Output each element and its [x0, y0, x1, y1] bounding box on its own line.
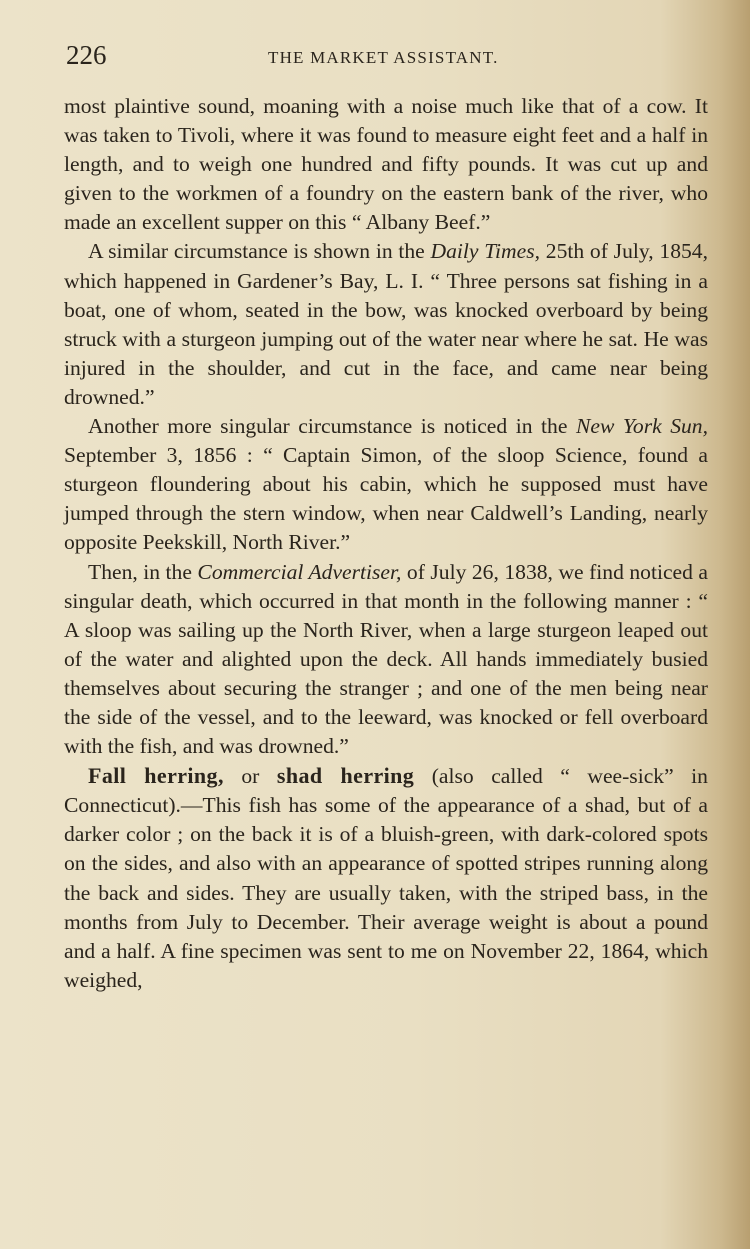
paragraph-text: Another more singular circumstance is noticed in the — [88, 414, 576, 439]
page-header — [64, 34, 710, 74]
paragraph-text: 25th of July, 1854, which happened in Gardener’s Bay, L. I. “ Three persons sat fishing in a boat, one of whom, seated in the bow, was knocked overboard by being struck with a sturgeon jumping out of the water near where he sat. He was injured in the shoulder, and cut in the face, and came near being drowned.” — [64, 239, 708, 409]
paragraph-daily-times — [64, 237, 708, 412]
paragraph-text: of July 26, 1838, we find noticed a singular death, which occurred in that month in the following manner : “ A sloop was sailing up the North River, when a large sturgeon leaped out of the water and alighted upon the deck. All hands immediately busied themselves about securing the stranger ; and one of the men being near the side of the vessel, and to the leeward, was knocked or fell overboard with the fish, and was drowned.” — [64, 559, 709, 759]
entry-term: shad herring — [276, 763, 415, 789]
entry-term: Fall herring, — [88, 763, 224, 789]
page-body — [64, 92, 708, 995]
paragraph-commercial-advertiser — [64, 558, 708, 762]
newspaper-title: Commercial Advertiser, — [197, 559, 402, 584]
paragraph-fall-herring — [64, 761, 708, 995]
running-title: THE MARKET ASSISTANT. — [268, 48, 499, 67]
newspaper-title: Daily Times, — [430, 239, 541, 264]
page-number: 226 — [66, 40, 107, 70]
paragraph-text: or — [223, 764, 277, 789]
paragraph-albany-beef: most plaintive sound, moaning with a noise much like that of a cow. It was taken to Tivoli, where it was found to measure eight feet and a half in length, and to weigh one hundred and fifty pounds. It was cut up and given to the workmen of a foundry on the eastern bank of the river, who made an excellent supper on this “ Albany Beef.” — [64, 94, 708, 235]
newspaper-title: New York Sun, — [575, 414, 708, 439]
paragraph-text: (also called “ wee-sick” in Connecticut).—This fish has some of the appearance of a shad, but of a darker color ; on the back it is of a bluish-green, with dark-colored spots on the sides, and also with an appearance of spotted stripes running along the back and sides. They are usually taken, with the striped bass, in the months from July to December. Their average weight is about a pound and a half. A fine specimen was sent to me on November 22, 1864, which weighed, — [64, 764, 708, 992]
paragraph-text: September 3, 1856 : “ Captain Simon, of the sloop Science, found a sturgeon floundering about his cabin, which he supposed must have jumped through the stern window, when near Caldwell’s Landing, nearly opposite Peekskill, North River.” — [64, 443, 708, 555]
paragraph-new-york-sun — [64, 412, 708, 557]
paragraph-text: A similar circumstance is shown in the — [88, 239, 431, 264]
paragraph-text: Then, in the — [88, 559, 198, 584]
